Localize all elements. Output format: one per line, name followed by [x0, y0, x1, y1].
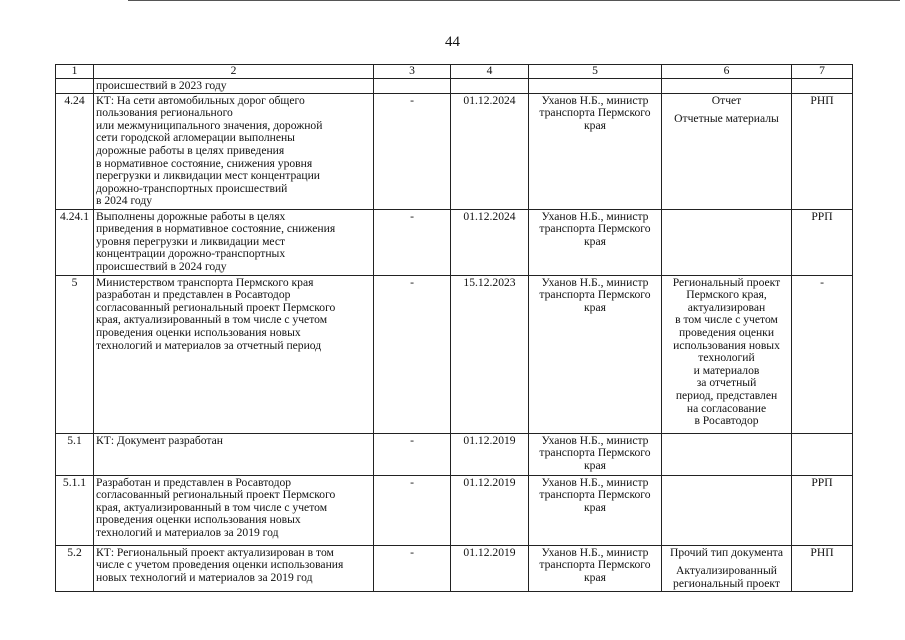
event-name-line: Министерством транспорта Пермского края: [96, 275, 314, 289]
event-name-cell: [94, 475, 374, 545]
responsible-cell: [529, 433, 662, 475]
header-cell: 1: [56, 65, 94, 79]
responsible-cell: [529, 209, 662, 275]
responsible-line: края: [584, 458, 606, 472]
event-name-line: пользования регионального: [96, 106, 233, 120]
control-level-cell: РРП: [792, 475, 853, 545]
event-name-cell: [94, 433, 374, 475]
table-row: [56, 209, 853, 275]
header-row: [56, 65, 853, 79]
event-name-line: дорожные работы в целях приведения: [96, 143, 285, 157]
responsible-cell: [529, 79, 662, 94]
header-cell: 7: [792, 65, 853, 79]
table-row: [56, 93, 853, 209]
end-date-cell: 01.12.2019: [451, 545, 529, 591]
event-name-line: приведения в нормативное состояние, снижения: [96, 222, 336, 236]
event-name-cell: [94, 275, 374, 433]
responsible-cell: [529, 545, 662, 591]
document-type-cell: [662, 545, 792, 591]
event-name-line: технологий и материалов за отчетный период: [96, 338, 322, 352]
document-type-line: в том числе с учетом: [675, 313, 778, 327]
row-number-cell: 5: [56, 275, 94, 433]
start-date-cell: -: [374, 209, 451, 275]
end-date-cell: 01.12.2019: [451, 475, 529, 545]
document-type-line: Прочий тип документа: [669, 545, 784, 559]
event-name-line: происшествий в 2023 году: [96, 79, 227, 92]
responsible-line: края: [584, 570, 606, 584]
header-cell: 2: [94, 65, 374, 79]
start-date-cell: -: [374, 545, 451, 591]
document-type-line: использования новых: [673, 338, 780, 352]
row-number-cell: 5.1.1: [56, 475, 94, 545]
event-name-line: проведения оценки использования новых: [96, 325, 301, 339]
header-cell: 3: [374, 65, 451, 79]
responsible-line: Уханов Н.Б., министр: [541, 545, 649, 559]
event-name-line: КТ: На сети автомобильных дорог общего: [96, 93, 305, 107]
event-name-line: края, актуализированный в том числе с учетом: [96, 500, 328, 514]
start-date-cell: -: [374, 275, 451, 433]
event-name-line: новых технологий и материалов за 2019 год: [96, 570, 313, 584]
event-name-line: согласованный региональный проект Пермского: [96, 488, 336, 502]
header-cell: 4: [451, 65, 529, 79]
event-name-line: Разработан и представлен в Росавтодор: [96, 475, 292, 489]
document-type-line: период, представлен: [675, 388, 778, 402]
event-name-line: разработан и представлен в Росавтодор: [96, 288, 291, 302]
document-type-line: проведения оценки: [678, 325, 775, 339]
table-row: [56, 275, 853, 433]
event-name-line: в нормативное состояние, снижения уровня: [96, 156, 313, 170]
table-row: [56, 433, 853, 475]
row-number-cell: 5.1: [56, 433, 94, 475]
responsible-line: края: [584, 234, 606, 248]
event-name-line: технологий и материалов за 2019 год: [96, 525, 279, 539]
plan-table: [55, 64, 853, 592]
document-type-cell: [662, 475, 792, 545]
responsible-line: Уханов Н.Б., министр: [541, 209, 649, 223]
responsible-cell: [529, 275, 662, 433]
event-name-line: КТ: Региональный проект актуализирован в том: [96, 545, 334, 559]
header-cell: 5: [529, 65, 662, 79]
end-date-cell: 01.12.2019: [451, 433, 529, 475]
document-type-line: в Росавтодор: [694, 414, 759, 428]
end-date-cell: 15.12.2023: [451, 275, 529, 433]
row-number-cell: 4.24: [56, 93, 94, 209]
event-name-cell: [94, 209, 374, 275]
responsible-line: края: [584, 500, 606, 514]
responsible-line: транспорта Пермского: [539, 106, 651, 120]
responsible-cell: [529, 93, 662, 209]
responsible-line: транспорта Пермского: [539, 222, 651, 236]
table-row: [56, 545, 853, 591]
responsible-line: Уханов Н.Б., министр: [541, 475, 649, 489]
event-name-line: уровня перегрузки и ликвидации мест: [96, 234, 286, 248]
event-name-cell: [94, 545, 374, 591]
responsible-line: транспорта Пермского: [539, 446, 651, 460]
responsible-cell: [529, 475, 662, 545]
event-name-line: Выполнены дорожные работы в целях: [96, 209, 286, 223]
document-type-line: Пермского края,: [686, 288, 767, 302]
document-type-line: Региональный проект: [672, 275, 781, 289]
document-type-cell: [662, 93, 792, 209]
start-date-cell: [374, 79, 451, 94]
header-cell: 6: [662, 65, 792, 79]
document-type-line: Отчетные материалы: [674, 112, 779, 126]
document-type-cell: [662, 433, 792, 475]
document-type-cell: [662, 275, 792, 433]
event-name-line: КТ: Документ разработан: [96, 433, 223, 447]
event-name-cell: [94, 93, 374, 209]
table-row: [56, 79, 853, 94]
responsible-line: транспорта Пермского: [539, 488, 651, 502]
control-level-cell: РНП: [792, 545, 853, 591]
responsible-line: транспорта Пермского: [539, 288, 651, 302]
control-level-cell: [792, 79, 853, 94]
document-type-line: и материалов: [693, 363, 760, 377]
end-date-cell: 01.12.2024: [451, 209, 529, 275]
event-name-line: происшествий в 2024 году: [96, 259, 227, 273]
control-level-cell: РРП: [792, 209, 853, 275]
responsible-line: Уханов Н.Б., министр: [541, 433, 649, 447]
document-type-line: актуализирован: [687, 300, 766, 314]
start-date-cell: -: [374, 475, 451, 545]
responsible-line: транспорта Пермского: [539, 558, 651, 572]
event-name-line: перегрузки и ликвидации мест концентрации: [96, 169, 321, 183]
event-name-line: концентрации дорожно-транспортных: [96, 247, 286, 261]
page-number: 44: [445, 34, 460, 50]
responsible-line: края: [584, 118, 606, 132]
start-date-cell: -: [374, 433, 451, 475]
event-name-cell: [94, 79, 374, 94]
event-name-line: в 2024 году: [96, 194, 153, 208]
event-name-line: согласованный региональный проект Пермского: [96, 300, 336, 314]
document-type-line: за отчетный: [696, 376, 757, 390]
table-row: [56, 475, 853, 545]
document-type-line: на согласование: [686, 401, 767, 415]
end-date-cell: [451, 79, 529, 94]
event-name-line: числе с учетом проведения оценки использования: [96, 558, 344, 572]
row-number-cell: 4.24.1: [56, 209, 94, 275]
row-number-cell: [56, 79, 94, 94]
start-date-cell: -: [374, 93, 451, 209]
event-name-line: проведения оценки использования новых: [96, 513, 301, 527]
control-level-cell: РНП: [792, 93, 853, 209]
responsible-line: Уханов Н.Б., министр: [541, 93, 649, 107]
responsible-line: края: [584, 300, 606, 314]
document-type-line: Отчет: [711, 93, 742, 107]
document-type-line: Актуализированный: [676, 564, 777, 578]
end-date-cell: 01.12.2024: [451, 93, 529, 209]
document-type-cell: [662, 79, 792, 94]
control-level-cell: [792, 433, 853, 475]
event-name-line: края, актуализированный в том числе с учетом: [96, 313, 328, 327]
event-name-line: сети городской агломерации выполнены: [96, 131, 295, 145]
document-type-line: региональный проект: [673, 576, 780, 590]
control-level-cell: -: [792, 275, 853, 433]
event-name-line: или межмуниципального значения, дорожной: [96, 118, 323, 132]
responsible-line: Уханов Н.Б., министр: [541, 275, 649, 289]
document-type-line: технологий: [698, 351, 755, 365]
row-number-cell: 5.2: [56, 545, 94, 591]
top-border-line: [128, 0, 900, 1]
event-name-line: дорожно-транспортных происшествий: [96, 181, 288, 195]
document-type-cell: [662, 209, 792, 275]
